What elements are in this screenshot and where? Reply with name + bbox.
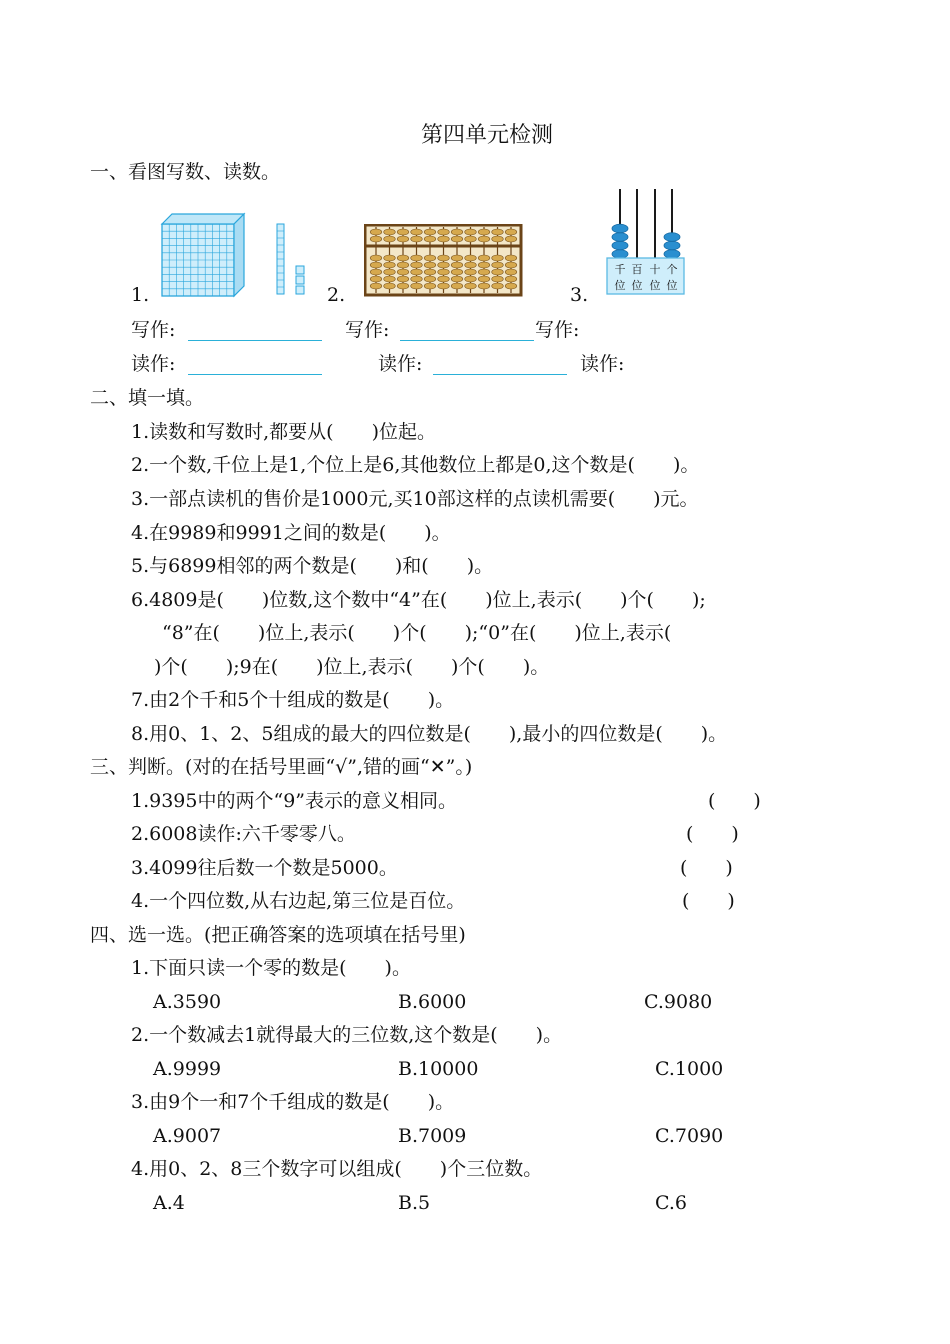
- abacus-bead: [411, 269, 423, 275]
- abacus-bead: [424, 255, 436, 261]
- write-blank-1[interactable]: [188, 340, 322, 341]
- abacus-bead: [438, 262, 450, 268]
- abacus-bead: [411, 255, 423, 261]
- fill-item-8: 8.用0、1、2、5组成的最大的四位数是( ),最小的四位数是( )。: [131, 723, 728, 745]
- abacus-bead: [492, 276, 504, 282]
- abacus-bead: [424, 269, 436, 275]
- unit-cube-1: [296, 266, 304, 274]
- fill-item-3: 3.一部点读机的售价是1000元,买10部这样的点读机需要( )元。: [131, 488, 699, 510]
- fill-item-2: 2.一个数,千位上是1,个位上是6,其他数位上都是0,这个数是( )。: [131, 454, 700, 476]
- section4-heading: 四、选一选。(把正确答案的选项填在括号里): [90, 924, 466, 946]
- choice-option-4a[interactable]: A.4: [153, 1192, 185, 1214]
- abacus-bead: [384, 255, 396, 261]
- judge-item-2: 2.6008读作:六千零零八。: [131, 823, 356, 845]
- choice-option-2b[interactable]: B.10000: [398, 1058, 479, 1080]
- abacus-bead: [384, 262, 396, 268]
- choice-option-3a[interactable]: A.9007: [153, 1125, 222, 1147]
- abacus-bead: [451, 262, 463, 268]
- choice-option-3b[interactable]: B.7009: [398, 1125, 467, 1147]
- read-label-1: 读作:: [131, 353, 176, 375]
- abacus-bead: [424, 229, 436, 235]
- bead-thousands-1: [612, 250, 628, 259]
- abacus-bead: [505, 236, 517, 242]
- read-blank-2[interactable]: [433, 374, 567, 375]
- abacus-bead: [465, 262, 477, 268]
- abacus-bead: [451, 255, 463, 261]
- abacus-bead: [478, 283, 490, 289]
- abacus-bead: [465, 236, 477, 242]
- abacus-bead: [451, 276, 463, 282]
- abacus-bead: [492, 255, 504, 261]
- place-label-tens: 十: [649, 263, 661, 276]
- judge-item-3: 3.4099往后数一个数是5000。: [131, 857, 398, 879]
- place-label-hundreds: 百: [631, 263, 643, 276]
- abacus-bead: [478, 269, 490, 275]
- abacus-bead: [505, 276, 517, 282]
- unit-cube-2: [296, 276, 304, 284]
- cube-top-face: [162, 214, 244, 224]
- place-suffix-thousands: 位: [614, 279, 626, 292]
- choice-question-4: 4.用0、2、8三个数字可以组成( )个三位数。: [131, 1158, 543, 1180]
- choice-option-1a[interactable]: A.3590: [153, 991, 222, 1013]
- page-title: 第四单元检测: [421, 123, 554, 148]
- section1-heading: 一、看图写数、读数。: [90, 161, 281, 183]
- bead-tens-2: [664, 241, 680, 250]
- section2-heading: 二、填一填。: [90, 387, 205, 409]
- unit-cube-3: [296, 286, 304, 294]
- choice-option-1c[interactable]: C.9080: [644, 991, 713, 1013]
- abacus-bead: [370, 236, 382, 242]
- choice-question-3: 3.由9个一和7个千组成的数是( )。: [131, 1091, 455, 1113]
- abacus-bead: [438, 269, 450, 275]
- abacus-bead: [438, 283, 450, 289]
- write-label-2: 写作:: [345, 319, 390, 341]
- abacus-bead: [492, 269, 504, 275]
- abacus-bead: [465, 229, 477, 235]
- bead-thousands-3: [612, 233, 628, 242]
- bead-thousands-2: [612, 241, 628, 250]
- abacus-bead: [451, 236, 463, 242]
- figure-label-1: 1.: [131, 284, 150, 306]
- abacus-bead: [492, 236, 504, 242]
- cube-side-face: [234, 214, 244, 296]
- choice-option-2a[interactable]: A.9999: [153, 1058, 222, 1080]
- abacus-bead: [478, 276, 490, 282]
- choice-option-4b[interactable]: B.5: [398, 1192, 431, 1214]
- abacus-bead: [438, 236, 450, 242]
- abacus-bead: [438, 229, 450, 235]
- abacus-bead: [505, 262, 517, 268]
- abacus-bead: [397, 236, 409, 242]
- bead-tens-3: [664, 233, 680, 242]
- abacus-bead: [370, 229, 382, 235]
- abacus-bead: [397, 229, 409, 235]
- abacus-bead: [370, 262, 382, 268]
- abacus-bead: [465, 283, 477, 289]
- abacus-bead: [384, 276, 396, 282]
- fill-item-5: 5.与6899相邻的两个数是( )和( )。: [131, 555, 494, 577]
- abacus-bead: [424, 262, 436, 268]
- abacus-bead: [505, 283, 517, 289]
- abacus-bead: [505, 269, 517, 275]
- abacus-bead: [451, 269, 463, 275]
- read-label-2: 读作:: [378, 353, 423, 375]
- abacus-bead: [465, 255, 477, 261]
- abacus-bead: [438, 276, 450, 282]
- place-suffix-ones: 位: [666, 279, 678, 292]
- abacus-bead: [370, 283, 382, 289]
- write-label-1: 写作:: [131, 319, 176, 341]
- abacus-bead: [397, 283, 409, 289]
- abacus-bead: [411, 276, 423, 282]
- fill-item-6-line3: )个( );9在( )位上,表示( )个( )。: [154, 656, 550, 678]
- abacus-bead: [492, 262, 504, 268]
- abacus-bead: [492, 229, 504, 235]
- abacus-bead: [397, 262, 409, 268]
- fill-item-1: 1.读数和写数时,都要从( )位起。: [131, 421, 436, 443]
- read-label-3: 读作:: [580, 353, 625, 375]
- abacus-bead: [411, 236, 423, 242]
- place-suffix-hundreds: 位: [631, 279, 643, 292]
- fill-item-6-line1: 6.4809是( )位数,这个数中“4”在( )位上,表示( )个( );: [131, 589, 706, 611]
- abacus-bead: [370, 255, 382, 261]
- judge-paren-1[interactable]: ( ): [708, 790, 761, 812]
- choice-option-1b[interactable]: B.6000: [398, 991, 467, 1013]
- abacus-figure: [364, 224, 524, 298]
- place-label-ones: 个: [666, 263, 678, 276]
- abacus-bead: [397, 255, 409, 261]
- bead-thousands-4: [612, 224, 628, 233]
- abacus-bead: [384, 229, 396, 235]
- fill-item-7: 7.由2个千和5个十组成的数是( )。: [131, 689, 455, 711]
- figure-label-3: 3.: [570, 284, 589, 306]
- abacus-bead: [370, 269, 382, 275]
- abacus-bead: [424, 283, 436, 289]
- abacus-bead: [424, 276, 436, 282]
- abacus-bead: [465, 269, 477, 275]
- figure-label-2: 2.: [327, 284, 346, 306]
- judge-item-4: 4.一个四位数,从右边起,第三位是百位。: [131, 890, 466, 912]
- judge-paren-4[interactable]: ( ): [682, 890, 735, 912]
- fill-item-4: 4.在9989和9991之间的数是( )。: [131, 522, 451, 544]
- counting-frame-figure: [606, 186, 686, 296]
- abacus-bead: [478, 229, 490, 235]
- abacus-bead: [478, 255, 490, 261]
- abacus-bead: [370, 276, 382, 282]
- abacus-bead: [397, 276, 409, 282]
- write-label-3: 写作:: [535, 319, 580, 341]
- read-blank-1[interactable]: [188, 374, 322, 375]
- abacus-bead: [411, 283, 423, 289]
- abacus-bead: [478, 262, 490, 268]
- abacus-bead: [424, 236, 436, 242]
- abacus-bead: [492, 283, 504, 289]
- choice-question-1: 1.下面只读一个零的数是( )。: [131, 957, 411, 979]
- abacus-bead: [384, 236, 396, 242]
- abacus-bead: [411, 229, 423, 235]
- abacus-bead: [384, 269, 396, 275]
- place-suffix-tens: 位: [649, 279, 661, 292]
- fill-item-6-line2: “8”在( )位上,表示( )个( );“0”在( )位上,表示(: [162, 622, 672, 644]
- abacus-bead: [384, 283, 396, 289]
- abacus-bead: [465, 276, 477, 282]
- judge-item-1: 1.9395中的两个“9”表示的意义相同。: [131, 790, 457, 812]
- choice-option-3c[interactable]: C.7090: [655, 1125, 724, 1147]
- abacus-bead: [505, 255, 517, 261]
- thousand-cube-figure: [160, 212, 320, 302]
- section3-heading: 三、判断。(对的在括号里画“√”,错的画“✕”。): [90, 756, 473, 778]
- abacus-bead: [478, 236, 490, 242]
- abacus-bead: [411, 262, 423, 268]
- judge-paren-2[interactable]: ( ): [686, 823, 739, 845]
- abacus-bead: [438, 255, 450, 261]
- choice-option-2c[interactable]: C.1000: [655, 1058, 724, 1080]
- abacus-bead: [451, 283, 463, 289]
- write-blank-2[interactable]: [400, 340, 534, 341]
- abacus-bead: [397, 269, 409, 275]
- abacus-bead: [505, 229, 517, 235]
- place-label-thousands: 千: [614, 263, 626, 276]
- judge-paren-3[interactable]: ( ): [680, 857, 733, 879]
- choice-question-2: 2.一个数减去1就得最大的三位数,这个数是( )。: [131, 1024, 563, 1046]
- bead-tens-1: [664, 250, 680, 259]
- abacus-bead: [451, 229, 463, 235]
- choice-option-4c[interactable]: C.6: [655, 1192, 687, 1214]
